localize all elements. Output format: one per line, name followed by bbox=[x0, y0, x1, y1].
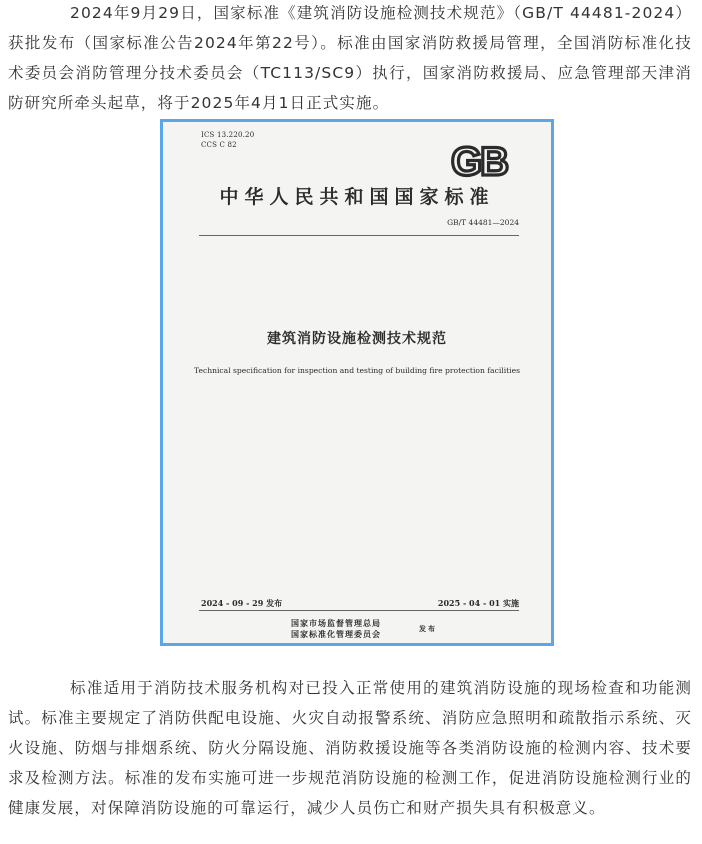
cover-page bbox=[163, 122, 551, 643]
standard-number: GB/T 44481—2024 bbox=[447, 218, 519, 227]
ics-code: ICS 13.220.20 bbox=[201, 131, 255, 139]
publish-date: 2024 - 09 - 29 发布 bbox=[201, 598, 283, 608]
gb-logo-icon bbox=[437, 139, 521, 181]
standard-cover-image bbox=[160, 119, 554, 646]
national-standard-title: 中华人民共和国国家标准 bbox=[219, 186, 495, 208]
scope-paragraph: 标准适用于消防技术服务机构对已投入正常使用的建筑消防设施的现场检查和功能测试。标准主要规定了消防供配电设施、火灾自动报警系统、消防应急照明和疏散指示系统、灭火设施、防烟与排烟系统、防火分隔设施、消防救援设施等各类消防设施的检测内容、技术要求及检测方法。标准的发布实施可进一步规范消防设施的检测工作，促进消防设施检测行业的健康发展，对保障消防设施的可靠运行，减少人员伤亡和财产损失具有积极意义。 bbox=[8, 679, 692, 817]
ccs-code: CCS C 82 bbox=[201, 141, 237, 149]
issue-label: 发布 bbox=[419, 624, 437, 633]
document-title-english: Technical specification for inspection and testing of building fire protection facilities bbox=[193, 366, 520, 375]
issuing-authorities bbox=[291, 618, 381, 640]
classification-codes bbox=[201, 130, 254, 150]
top-divider bbox=[199, 235, 519, 236]
intro-paragraph: 2024年9月29日，国家标准《建筑消防设施检测技术规范》（GB/T 44481-2024）获批发布（国家标准公告2024年第22号）。标准由国家消防救援局管理，全国消防标准化技术委员会消防管理分技术委员会（TC113/SC9）执行，国家消防救援局、应急管理部天津消防研究所牵头起草，将于2025年4月1日正式实施。 bbox=[8, 4, 692, 112]
implement-date: 2025 - 04 - 01 实施 bbox=[437, 598, 519, 608]
document-title: 建筑消防设施检测技术规范 bbox=[267, 331, 447, 347]
gb-logo-text: GB bbox=[451, 140, 507, 181]
bottom-divider bbox=[199, 610, 519, 611]
issuer-sac: 国家标准化管理委员会 bbox=[291, 629, 381, 639]
issuer-samr: 国家市场监督管理总局 bbox=[291, 618, 381, 628]
